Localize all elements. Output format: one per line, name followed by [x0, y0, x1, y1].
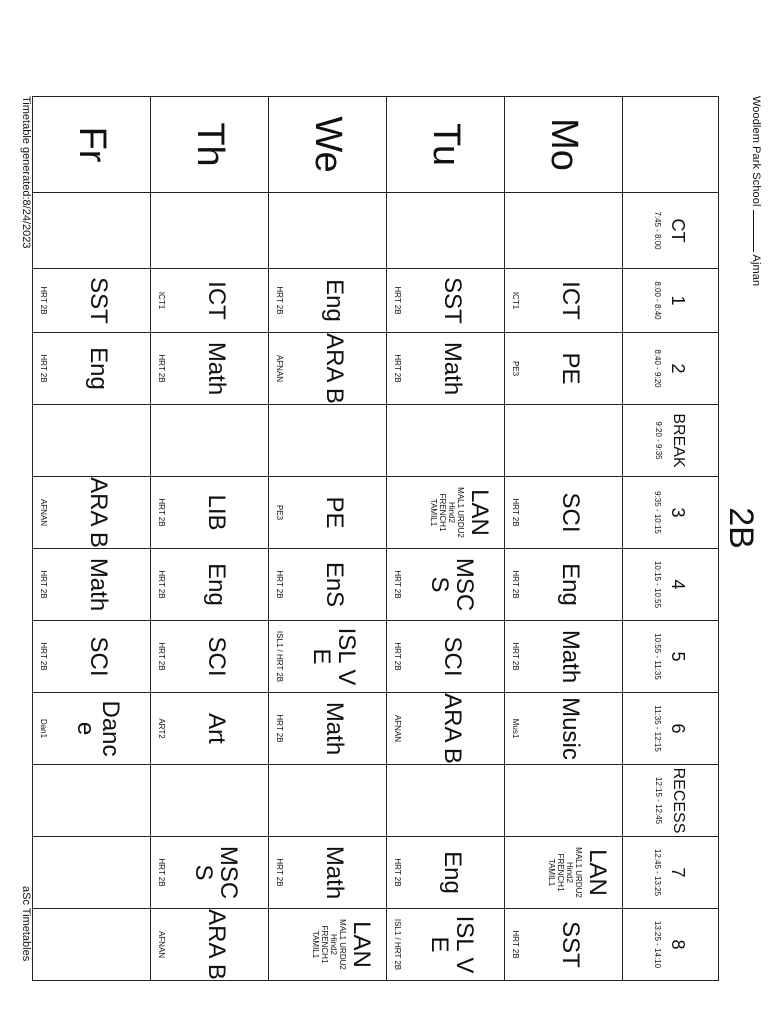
lesson-subject: Math — [321, 845, 348, 900]
lesson-cell — [387, 269, 505, 333]
lesson-room: HRT 2B — [157, 570, 166, 599]
lesson-subject: LIB — [203, 494, 230, 531]
day-label: Tu — [387, 97, 505, 193]
lesson-cell — [269, 405, 387, 477]
lesson-subject: Eng — [321, 279, 348, 322]
lesson-subject: ARA B — [439, 693, 466, 764]
period-time: 9:35 - 10:15 — [653, 491, 662, 534]
lesson-subject: MSC S — [190, 845, 243, 900]
lesson-room: AFNAN — [393, 714, 402, 743]
lesson-cell — [269, 621, 387, 693]
lesson-room: HRT 2B — [157, 354, 166, 383]
period-label: RECESS — [670, 767, 687, 834]
lesson-room: HRT 2B — [39, 570, 48, 599]
school-location: Ajman — [750, 254, 762, 287]
lesson-room: PE3 — [511, 360, 520, 377]
lesson-room: HRT 2B — [511, 570, 520, 599]
lesson-room: ICT1 — [157, 291, 166, 310]
period-header — [623, 693, 719, 765]
lesson-subject: LAN — [584, 849, 612, 896]
lesson-room: HRT 2B — [511, 498, 520, 527]
lesson-cell — [505, 549, 623, 621]
lesson-subject: ARA B — [85, 477, 112, 548]
lesson-subject: LAN — [348, 921, 376, 968]
lesson-cell — [33, 837, 151, 909]
lesson-cell — [387, 405, 505, 477]
period-header — [623, 909, 719, 981]
lesson-cell — [269, 269, 387, 333]
lesson-subject: Math — [321, 701, 348, 756]
language-option: TAMIL1 — [311, 930, 321, 959]
lesson-room: ISL1 / HRT 2B — [275, 630, 284, 683]
language-option: Hind2 — [329, 934, 339, 955]
language-options — [548, 837, 584, 908]
period-header-row — [623, 97, 719, 981]
language-option: MAL1 URDU2 — [456, 487, 466, 538]
period-header — [623, 333, 719, 405]
day-label: Fr — [33, 97, 151, 193]
lesson-cell — [269, 765, 387, 837]
lesson-subject: Math — [557, 629, 584, 684]
period-header — [623, 621, 719, 693]
language-options — [430, 477, 466, 548]
language-option: FRENCH1 — [556, 853, 566, 892]
period-label: 4 — [668, 579, 688, 590]
lesson-subject: ISL VE — [308, 627, 361, 686]
lesson-cell — [151, 333, 269, 405]
lesson-cell — [33, 765, 151, 837]
day-row — [151, 97, 269, 981]
day-row — [505, 97, 623, 981]
lesson-subject: PE — [557, 352, 584, 385]
day-row — [33, 97, 151, 981]
day-label: Th — [151, 97, 269, 193]
lesson-subject: ARA B — [203, 909, 230, 980]
period-label: 7 — [668, 867, 688, 878]
lesson-room: HRT 2B — [393, 858, 402, 887]
lesson-cell — [151, 909, 269, 981]
lesson-room: HRT 2B — [39, 642, 48, 671]
period-time: 8:40 - 9:20 — [653, 349, 662, 388]
lesson-subject: ARA B — [321, 333, 348, 404]
lesson-cell — [33, 333, 151, 405]
period-header — [623, 405, 719, 477]
timetable-grid — [32, 96, 719, 981]
lesson-cell — [505, 333, 623, 405]
lesson-cell — [387, 193, 505, 269]
lesson-room: HRT 2B — [157, 858, 166, 887]
lesson-cell — [151, 621, 269, 693]
lesson-room: HRT 2B — [393, 570, 402, 599]
lesson-cell — [387, 693, 505, 765]
period-time: 12:15 - 12:45 — [654, 776, 663, 825]
lesson-cell — [33, 909, 151, 981]
period-header — [623, 549, 719, 621]
language-option: TAMIL1 — [429, 498, 439, 527]
language-option: TAMIL1 — [547, 858, 557, 887]
lesson-room: HRT 2B — [511, 642, 520, 671]
lesson-cell — [151, 549, 269, 621]
period-time: 12:45 - 13:25 — [653, 848, 662, 897]
language-option: Hind2 — [565, 862, 575, 883]
lesson-room: Mus1 — [511, 718, 520, 739]
language-block — [388, 477, 504, 548]
lesson-subject: SCI — [439, 636, 466, 677]
period-header — [623, 477, 719, 549]
period-label: 6 — [668, 723, 688, 734]
language-option: FRENCH1 — [438, 493, 448, 532]
period-header — [623, 765, 719, 837]
lesson-subject: LAN — [466, 489, 494, 536]
lesson-cell — [269, 477, 387, 549]
lesson-subject: ICT — [203, 281, 230, 320]
lesson-room: AFNAN — [39, 498, 48, 527]
lesson-cell — [269, 837, 387, 909]
language-option: MAL1 URDU2 — [338, 919, 348, 970]
lesson-cell — [151, 765, 269, 837]
period-header — [623, 269, 719, 333]
lesson-room: ISL1 / HRT 2B — [393, 918, 402, 971]
lesson-cell — [33, 405, 151, 477]
language-option: MAL1 URDU2 — [574, 847, 584, 898]
lesson-cell — [505, 405, 623, 477]
lesson-cell — [505, 269, 623, 333]
generated-note: Timetable generated:8/24/2023 — [20, 96, 32, 249]
language-options — [312, 909, 348, 980]
language-option: FRENCH1 — [320, 925, 330, 964]
lesson-cell — [151, 477, 269, 549]
lesson-cell — [33, 549, 151, 621]
blank-underline — [753, 210, 763, 252]
lesson-cell — [505, 477, 623, 549]
lesson-cell — [505, 621, 623, 693]
lesson-subject: SST — [85, 277, 112, 324]
lesson-room: HRT 2B — [39, 286, 48, 315]
lesson-cell — [387, 477, 505, 549]
period-label: 3 — [668, 507, 688, 518]
language-block — [506, 837, 622, 908]
lesson-room: HRT 2B — [275, 858, 284, 887]
period-label: 1 — [668, 295, 688, 306]
period-time: 10:15 - 10:55 — [653, 560, 662, 609]
lesson-cell — [151, 405, 269, 477]
lesson-room: HRT 2B — [275, 570, 284, 599]
period-label: 2 — [668, 363, 688, 374]
lesson-subject: ISL VE — [426, 915, 479, 974]
lesson-cell — [33, 621, 151, 693]
lesson-cell — [505, 837, 623, 909]
lesson-room: Dan1 — [39, 718, 48, 739]
day-row — [269, 97, 387, 981]
lesson-subject: SCI — [203, 636, 230, 677]
lesson-subject: SCI — [557, 492, 584, 533]
lesson-subject: EnS — [321, 561, 348, 608]
lesson-room: HRT 2B — [511, 930, 520, 959]
lesson-subject: Danc e — [72, 700, 125, 757]
lesson-cell — [151, 193, 269, 269]
lesson-room: HRT 2B — [393, 354, 402, 383]
lesson-subject: Eng — [439, 851, 466, 894]
lesson-room: ART2 — [157, 718, 166, 739]
lesson-room: AFNAN — [275, 354, 284, 383]
language-block — [270, 909, 386, 980]
lesson-subject: SST — [439, 277, 466, 324]
school-heading — [750, 96, 763, 286]
lesson-cell — [269, 333, 387, 405]
lesson-cell — [505, 909, 623, 981]
day-label: We — [269, 97, 387, 193]
lesson-cell — [387, 333, 505, 405]
lesson-cell — [33, 477, 151, 549]
lesson-cell — [387, 837, 505, 909]
software-credit: aSc Timetables — [20, 886, 32, 962]
period-time: 8:00 - 8:40 — [653, 281, 662, 320]
lesson-room: HRT 2B — [393, 286, 402, 315]
lesson-cell — [151, 693, 269, 765]
lesson-room: HRT 2B — [275, 286, 284, 315]
lesson-cell — [269, 909, 387, 981]
lesson-cell — [151, 269, 269, 333]
lesson-cell — [269, 549, 387, 621]
lesson-room: HRT 2B — [393, 642, 402, 671]
lesson-cell — [505, 765, 623, 837]
day-label: Mo — [505, 97, 623, 193]
period-header — [623, 837, 719, 909]
lesson-room: HRT 2B — [157, 642, 166, 671]
period-time: 7:45 - 8:00 — [653, 211, 662, 250]
lesson-room: HRT 2B — [275, 714, 284, 743]
period-time: 11:35 - 12:15 — [653, 705, 662, 752]
period-label: 8 — [668, 939, 688, 950]
lesson-room: HRT 2B — [157, 498, 166, 527]
period-time: 9:20 - 9:35 — [654, 421, 663, 460]
lesson-subject: Art — [203, 713, 230, 744]
lesson-subject: ICT — [557, 281, 584, 320]
lesson-cell — [151, 837, 269, 909]
lesson-room: PE3 — [275, 504, 284, 521]
lesson-subject: Eng — [85, 347, 112, 390]
day-row — [387, 97, 505, 981]
lesson-cell — [505, 193, 623, 269]
lesson-cell — [33, 193, 151, 269]
period-label: 5 — [668, 651, 688, 662]
lesson-cell — [269, 193, 387, 269]
lesson-room: ICT1 — [511, 291, 520, 310]
lesson-room: HRT 2B — [39, 354, 48, 383]
period-time: 13:25 - 14:10 — [653, 920, 662, 969]
lesson-subject: Math — [203, 341, 230, 396]
lesson-cell — [505, 693, 623, 765]
school-name: Woodlem Park School — [750, 96, 762, 207]
lesson-cell — [387, 765, 505, 837]
lesson-subject: Eng — [557, 563, 584, 606]
lesson-cell — [387, 549, 505, 621]
lesson-subject: Math — [439, 341, 466, 396]
lesson-subject: Math — [85, 557, 112, 612]
lesson-cell — [33, 269, 151, 333]
class-title: 2B — [722, 507, 760, 549]
lesson-subject: PE — [321, 496, 348, 529]
lesson-subject: SCI — [85, 636, 112, 677]
lesson-cell — [387, 621, 505, 693]
lesson-room: AFNAN — [157, 930, 166, 959]
period-label: BREAK — [670, 413, 687, 468]
lesson-cell — [33, 693, 151, 765]
lesson-subject: SST — [557, 921, 584, 968]
period-time: 10:55 - 11:35 — [653, 633, 662, 680]
lesson-subject: Eng — [203, 563, 230, 606]
lesson-subject: Music — [557, 697, 584, 760]
lesson-cell — [269, 693, 387, 765]
language-option: Hind2 — [447, 502, 457, 523]
period-header — [623, 193, 719, 269]
corner-cell — [623, 97, 719, 193]
period-label: CT — [668, 218, 688, 243]
lesson-subject: MSC S — [426, 557, 479, 612]
lesson-cell — [387, 909, 505, 981]
